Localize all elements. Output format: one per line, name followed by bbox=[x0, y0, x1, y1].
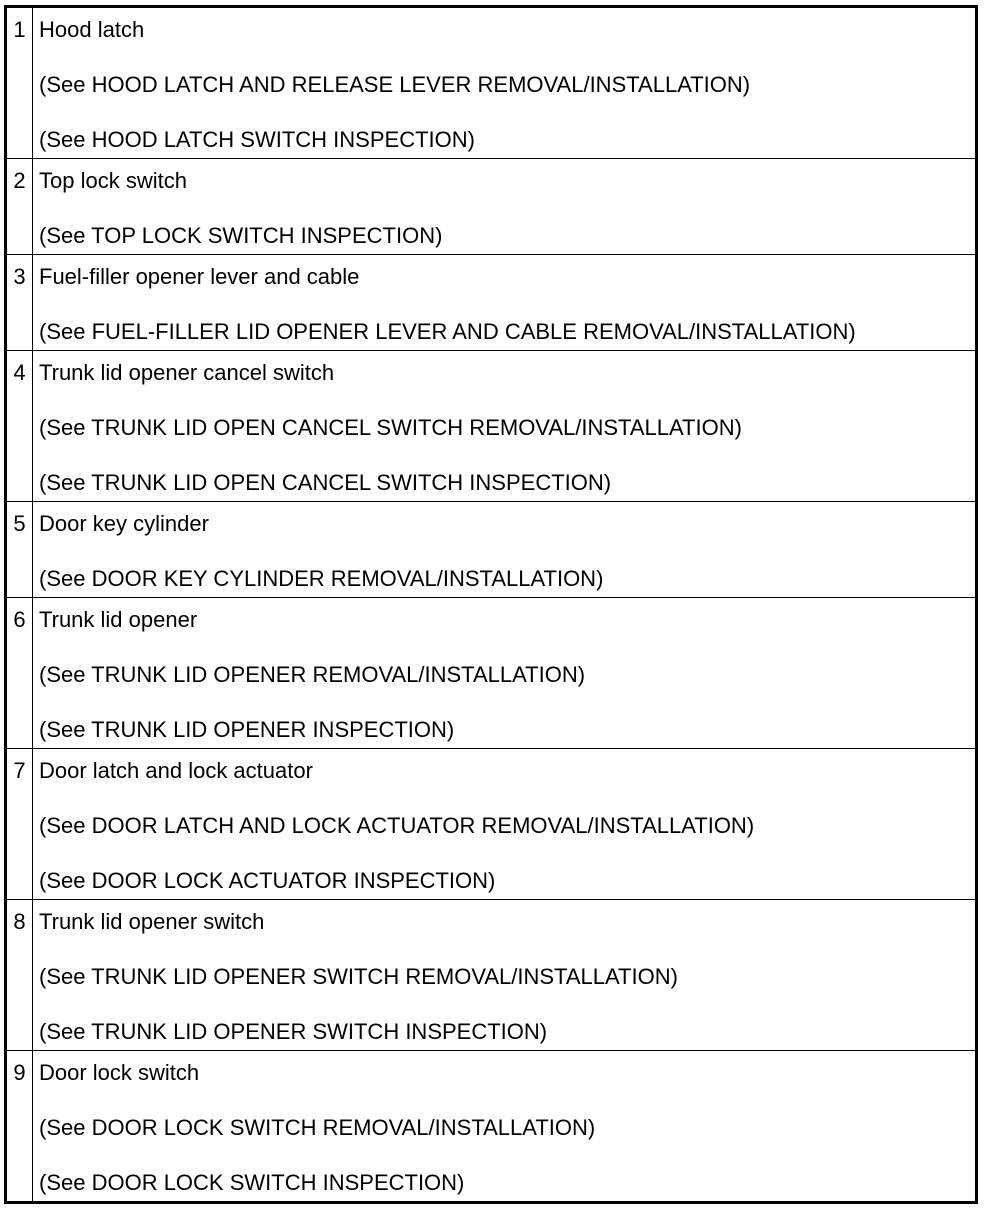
item-content bbox=[33, 255, 977, 351]
reference-link[interactable]: (See DOOR LATCH AND LOCK ACTUATOR REMOVAL/INSTALLATION) bbox=[39, 813, 755, 838]
reference-link[interactable]: (See DOOR LOCK ACTUATOR INSPECTION) bbox=[39, 868, 496, 893]
table-row bbox=[6, 1051, 977, 1203]
table-row bbox=[6, 7, 977, 159]
reference-link[interactable]: (See DOOR LOCK SWITCH REMOVAL/INSTALLATION) bbox=[39, 1115, 596, 1140]
reference-link[interactable]: (See TRUNK LID OPEN CANCEL SWITCH REMOVAL/INSTALLATION) bbox=[39, 415, 742, 440]
reference-link[interactable]: (See HOOD LATCH AND RELEASE LEVER REMOVAL/INSTALLATION) bbox=[39, 72, 751, 97]
item-title: Top lock switch bbox=[39, 168, 187, 193]
reference-link[interactable]: (See DOOR LOCK SWITCH INSPECTION) bbox=[39, 1170, 465, 1195]
item-title: Door key cylinder bbox=[39, 511, 209, 536]
item-content bbox=[33, 7, 977, 159]
item-title: Trunk lid opener cancel switch bbox=[39, 360, 335, 385]
table-row bbox=[6, 502, 977, 598]
reference-link[interactable]: (See TRUNK LID OPENER INSPECTION) bbox=[39, 717, 455, 742]
item-content bbox=[33, 900, 977, 1051]
item-content bbox=[33, 351, 977, 502]
item-content bbox=[33, 159, 977, 255]
item-number: 1 bbox=[6, 7, 33, 159]
item-title: Hood latch bbox=[39, 17, 145, 42]
reference-link[interactable]: (See FUEL-FILLER LID OPENER LEVER AND CABLE REMOVAL/INSTALLATION) bbox=[39, 319, 856, 344]
item-content bbox=[33, 749, 977, 900]
item-number: 2 bbox=[6, 159, 33, 255]
item-number: 5 bbox=[6, 502, 33, 598]
table-row bbox=[6, 351, 977, 502]
reference-link[interactable]: (See TRUNK LID OPENER SWITCH INSPECTION) bbox=[39, 1019, 548, 1044]
item-title: Fuel-filler opener lever and cable bbox=[39, 264, 360, 289]
reference-link[interactable]: (See DOOR KEY CYLINDER REMOVAL/INSTALLATION) bbox=[39, 566, 604, 591]
table-row bbox=[6, 900, 977, 1051]
item-number: 3 bbox=[6, 255, 33, 351]
reference-link[interactable]: (See TRUNK LID OPEN CANCEL SWITCH INSPECTION) bbox=[39, 470, 612, 495]
item-number: 6 bbox=[6, 598, 33, 749]
table-row bbox=[6, 749, 977, 900]
item-content bbox=[33, 502, 977, 598]
reference-link[interactable]: (See TRUNK LID OPENER SWITCH REMOVAL/INSTALLATION) bbox=[39, 964, 678, 989]
reference-link[interactable]: (See TRUNK LID OPENER REMOVAL/INSTALLATION) bbox=[39, 662, 586, 687]
table-row bbox=[6, 598, 977, 749]
item-title: Trunk lid opener switch bbox=[39, 909, 265, 934]
reference-link[interactable]: (See HOOD LATCH SWITCH INSPECTION) bbox=[39, 127, 475, 152]
component-reference-table bbox=[4, 5, 978, 1204]
reference-link[interactable]: (See TOP LOCK SWITCH INSPECTION) bbox=[39, 223, 443, 248]
item-title: Door lock switch bbox=[39, 1060, 200, 1085]
item-number: 9 bbox=[6, 1051, 33, 1203]
item-content bbox=[33, 1051, 977, 1203]
item-number: 7 bbox=[6, 749, 33, 900]
table-body bbox=[6, 7, 977, 1203]
item-content bbox=[33, 598, 977, 749]
item-title: Door latch and lock actuator bbox=[39, 758, 313, 783]
item-title: Trunk lid opener bbox=[39, 607, 198, 632]
table-row bbox=[6, 255, 977, 351]
item-number: 8 bbox=[6, 900, 33, 1051]
table-row bbox=[6, 159, 977, 255]
item-number: 4 bbox=[6, 351, 33, 502]
